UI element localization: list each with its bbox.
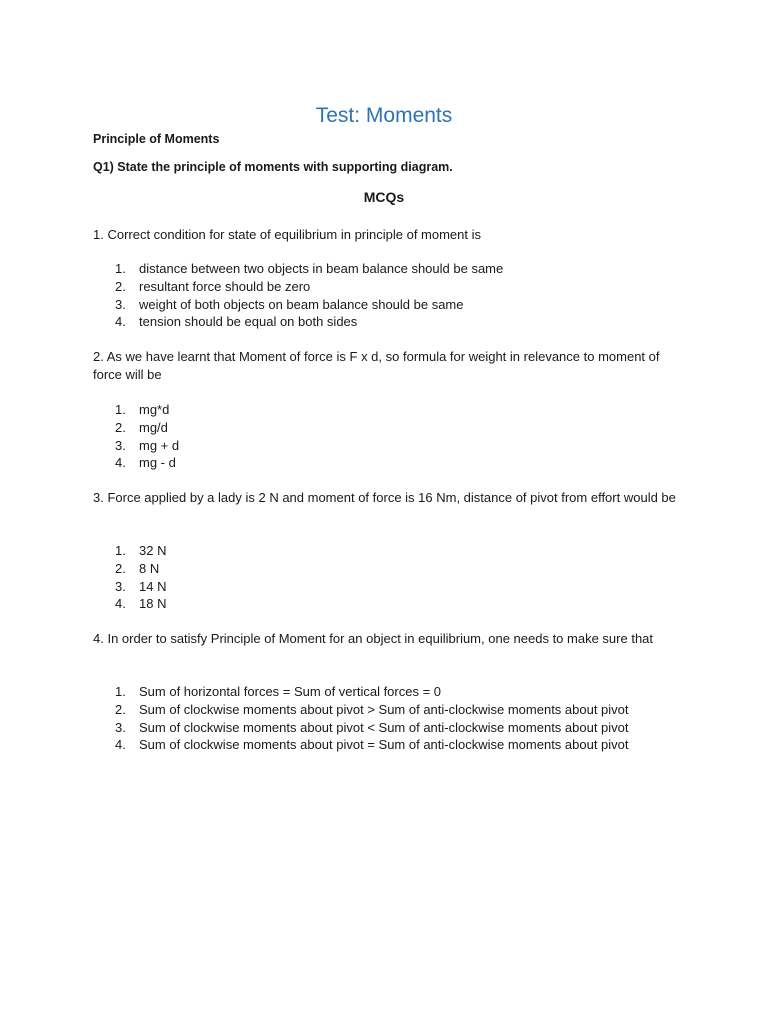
mcq-option [93, 454, 683, 472]
option-text: Sum of clockwise moments about pivot < Sum of anti-clockwise moments about pivot [139, 719, 629, 735]
option-text: mg - d [139, 455, 176, 471]
section-heading: Principle of Moments [93, 132, 220, 146]
mcq-option [93, 296, 683, 314]
option-text: mg + d [139, 437, 180, 453]
mcq-question-4: 4. In order to satisfy Principle of Moment for an object in equilibrium, one needs to make sure that [93, 631, 654, 646]
mcq-question-2: 2. As we have learnt that Moment of force is F x d, so formula for weight in relevance to moment of force will be [93, 349, 660, 382]
option-text: weight of both objects on beam balance should be same [139, 296, 464, 312]
mcq-option [93, 437, 683, 455]
mcq-option [93, 578, 683, 596]
option-text: distance between two objects in beam balance should be same [139, 261, 504, 276]
mcq-options-4 [93, 683, 683, 754]
option-text: mg/d [139, 419, 168, 435]
option-text: 8 N [139, 560, 160, 576]
option-text: mg*d [139, 402, 170, 417]
option-number: 4. [115, 455, 126, 471]
option-number: 3. [115, 437, 126, 453]
mcq-option [93, 719, 683, 737]
option-number: 2. [115, 560, 126, 576]
mcq-option [93, 260, 683, 278]
option-number: 1. [115, 261, 126, 276]
mcq-option [93, 542, 683, 560]
option-text: 18 N [139, 596, 167, 612]
option-number: 1. [115, 543, 126, 558]
mcq-option [93, 560, 683, 578]
option-text: 32 N [139, 543, 167, 558]
question-q1: Q1) State the principle of moments with supporting diagram. [93, 160, 453, 174]
mcq-heading: MCQs [363, 189, 405, 205]
mcq-option [93, 313, 683, 331]
option-number: 2. [115, 701, 126, 717]
mcq-option [93, 736, 683, 754]
option-number: 1. [115, 402, 126, 417]
option-number: 3. [115, 578, 126, 594]
option-number: 4. [115, 737, 126, 753]
mcq-question-1: 1. Correct condition for state of equilibrium in principle of moment is [93, 227, 482, 242]
mcq-option [93, 595, 683, 613]
mcq-option [93, 401, 683, 419]
mcq-option [93, 701, 683, 719]
mcq-option [93, 419, 683, 437]
option-number: 4. [115, 314, 126, 330]
option-number: 2. [115, 278, 126, 294]
option-number: 1. [115, 684, 126, 699]
option-number: 4. [115, 596, 126, 612]
option-number: 3. [115, 296, 126, 312]
option-text: 14 N [139, 578, 167, 594]
mcq-options-2 [93, 401, 683, 472]
option-text: Sum of horizontal forces = Sum of vertical forces = 0 [139, 684, 442, 699]
mcq-options-3 [93, 542, 683, 613]
mcq-option [93, 278, 683, 296]
option-text: resultant force should be zero [139, 278, 311, 294]
option-text: Sum of clockwise moments about pivot = Sum of anti-clockwise moments about pivot [139, 737, 629, 753]
option-number: 2. [115, 419, 126, 435]
page-title: Test: Moments [315, 104, 453, 127]
option-number: 3. [115, 719, 126, 735]
mcq-option [93, 683, 683, 701]
option-text: tension should be equal on both sides [139, 314, 358, 330]
mcq-question-3: 3. Force applied by a lady is 2 N and moment of force is 16 Nm, distance of pivot from effort would be [93, 490, 676, 505]
option-text: Sum of clockwise moments about pivot > Sum of anti-clockwise moments about pivot [139, 701, 629, 717]
mcq-options-1 [93, 260, 683, 331]
